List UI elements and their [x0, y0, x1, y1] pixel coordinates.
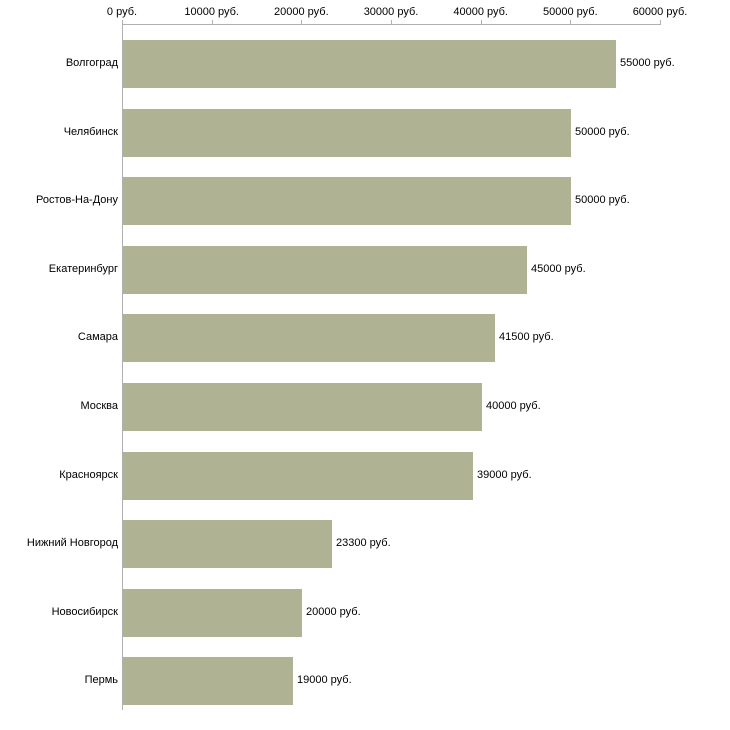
- x-tick-label: 10000 руб.: [184, 6, 239, 18]
- category-label: Ростов-На-Дону: [35, 194, 118, 206]
- x-tick-label: 40000 руб.: [453, 6, 508, 18]
- bar[interactable]: [123, 246, 527, 294]
- x-tick-label: 50000 руб.: [543, 6, 598, 18]
- bar[interactable]: [123, 520, 332, 568]
- bar-row: [0, 314, 730, 362]
- bar[interactable]: [123, 314, 495, 362]
- bar[interactable]: [123, 177, 571, 225]
- x-tick-mark: [391, 20, 392, 25]
- bar[interactable]: [123, 109, 571, 157]
- bar-row: [0, 109, 730, 157]
- bar-row: [0, 383, 730, 431]
- x-tick-label: 30000 руб.: [363, 6, 419, 18]
- bar-value-label: 50000 руб.: [575, 126, 630, 138]
- category-label: Новосибирск: [51, 606, 118, 618]
- bar-value-label: 40000 руб.: [486, 400, 541, 412]
- category-label: Самара: [77, 331, 118, 343]
- category-label: Челябинск: [63, 126, 118, 138]
- bar-row: [0, 589, 730, 637]
- bar[interactable]: [123, 383, 482, 431]
- bar[interactable]: [123, 657, 293, 705]
- x-tick-mark: [570, 20, 571, 25]
- x-tick-label: 0 руб.: [106, 6, 138, 18]
- bar[interactable]: [123, 40, 616, 88]
- category-label: Красноярск: [59, 469, 118, 481]
- x-tick-mark: [301, 20, 302, 25]
- bar-row: [0, 452, 730, 500]
- x-tick-mark: [122, 20, 123, 25]
- category-label: Нижний Новгород: [26, 537, 118, 549]
- x-tick-mark: [660, 20, 661, 25]
- x-tick-label: 20000 руб.: [274, 6, 329, 18]
- bar-row: [0, 520, 730, 568]
- bar-row: [0, 40, 730, 88]
- bar-value-label: 19000 руб.: [297, 674, 352, 686]
- bar[interactable]: [123, 589, 302, 637]
- x-tick-label: 60000 руб.: [632, 6, 688, 18]
- bar-value-label: 23300 руб.: [336, 537, 391, 549]
- category-label: Волгоград: [65, 57, 118, 69]
- x-tick-mark: [481, 20, 482, 25]
- bar-value-label: 55000 руб.: [620, 57, 675, 69]
- category-label: Москва: [80, 400, 118, 412]
- category-label: Пермь: [84, 674, 118, 686]
- bar-value-label: 39000 руб.: [477, 469, 532, 481]
- bar-value-label: 41500 руб.: [499, 331, 554, 343]
- x-tick-mark: [212, 20, 213, 25]
- category-label: Екатеринбург: [48, 263, 118, 275]
- bar[interactable]: [123, 452, 473, 500]
- bar-value-label: 20000 руб.: [306, 606, 361, 618]
- bar-row: [0, 246, 730, 294]
- bar-row: [0, 657, 730, 705]
- bar-row: [0, 177, 730, 225]
- bar-value-label: 50000 руб.: [575, 194, 630, 206]
- bar-value-label: 45000 руб.: [531, 263, 586, 275]
